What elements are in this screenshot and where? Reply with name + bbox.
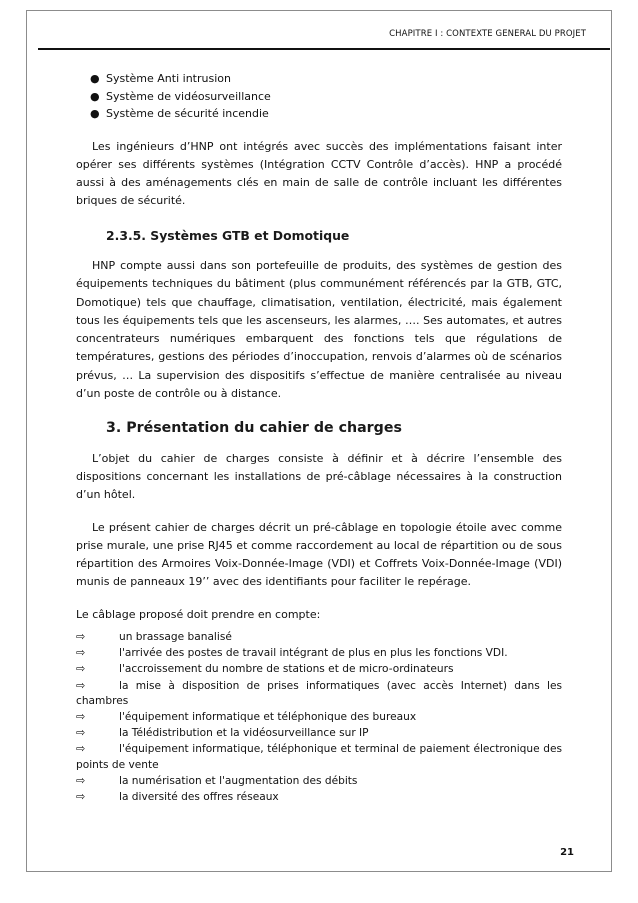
arrow-right-icon: ⇨ <box>76 678 86 692</box>
list-item: ⇨ la numérisation et l'augmentation des débits <box>76 773 358 787</box>
page-content <box>76 70 562 805</box>
page-number: 21 <box>560 847 574 858</box>
list-item: ⇨ un brassage banalisé <box>76 630 232 644</box>
header-rule <box>38 48 610 50</box>
chapter-header: CHAPITRE I : CONTEXTE GENERAL DU PROJET <box>389 29 586 39</box>
list-item: ⇨ la mise à disposition de prises informatiques (avec accès Internet) dans les chambres <box>76 678 562 707</box>
list-item: ⇨ la Télédistribution et la vidéosurveillance sur IP <box>76 726 369 740</box>
paragraph-gtb-domotique: HNP compte aussi dans son portefeuille de produits, des systèmes de gestion des équipements techniques du bâtiment (plus communément référencés par la GTB, GTC, Domotique) tels que chauffage, climatisation, ventilation, électricité, mais également tous les équipements tels que les ascenseurs, les alarmes, …. Ses automates, et autres concentrateurs numériques embarquent des fonctions tels que régulations de températures, gestions des périodes d’inoccupation, renvois d’alarmes où de scénarios prévus, … La supervision des dispositifs s’effectue de manière centralisée au niveau d’un poste de contrôle ou à distance. <box>76 258 562 401</box>
paragraph-hnp-integration: Les ingénieurs d’HNP ont intégrés avec succès des implémentations faisant inter opérer ses différents systèmes (Intégration CCTV Contrôle d’accès). HNP a procédé aussi à des aménagements clés en main de salle de contrôle incluant les différentes briques de sécurité. <box>76 139 562 208</box>
arrow-right-icon: ⇨ <box>76 710 86 724</box>
section-heading-3: 3. Présentation du cahier de charges <box>106 420 402 437</box>
list-item: ⇨ l'équipement informatique et téléphonique des bureaux <box>76 710 417 724</box>
arrow-right-icon: ⇨ <box>76 630 86 644</box>
paragraph-objet-cahier: L’objet du cahier de charges consiste à définir et à décrire l’ensemble des dispositions concernant les installations de pré-câblage nécessaires à la construction d’un hôtel. <box>76 451 562 502</box>
list-item: ● Système de vidéosurveillance <box>76 88 562 106</box>
arrow-right-icon: ⇨ <box>76 742 86 756</box>
intro-bullet-list <box>76 70 562 123</box>
list-item: ⇨ l'équipement informatique, téléphonique et terminal de paiement électronique des points de vente <box>76 742 562 771</box>
arrow-right-icon: ⇨ <box>76 726 86 740</box>
paragraph-pre-cablage: Le présent cahier de charges décrit un pré-câblage en topologie étoile avec comme prise murale, une prise RJ45 et comme raccordement au local de répartition ou de sous répartition des Armoires Voix-Donnée-Image (VDI) et Coffrets Voix-Donnée-Image (VDI) munis de panneaux 19’’ avec des identifiants pour faciliter le repérage. <box>76 520 562 589</box>
bullet-icon: ● <box>90 72 100 85</box>
list-item: ⇨ l'arrivée des postes de travail intégrant de plus en plus les fonctions VDI. <box>76 646 508 660</box>
list-item: ● Système de sécurité incendie <box>76 105 562 123</box>
list-item: ⇨ la diversité des offres réseaux <box>76 790 279 804</box>
section-heading-2-3-5: 2.3.5. Systèmes GTB et Domotique <box>106 227 350 243</box>
arrow-right-icon: ⇨ <box>76 646 86 660</box>
bullet-icon: ● <box>90 107 100 120</box>
arrow-right-icon: ⇨ <box>76 773 86 787</box>
arrow-right-icon: ⇨ <box>76 662 86 676</box>
list-item: ⇨ l'accroissement du nombre de stations et de micro-ordinateurs <box>76 662 454 676</box>
bullet-icon: ● <box>90 89 100 103</box>
list-item: ● Système Anti intrusion <box>76 70 562 88</box>
list-intro: Le câblage proposé doit prendre en compte: <box>76 607 321 621</box>
cabling-requirements-list <box>76 629 562 805</box>
arrow-right-icon: ⇨ <box>76 790 86 804</box>
